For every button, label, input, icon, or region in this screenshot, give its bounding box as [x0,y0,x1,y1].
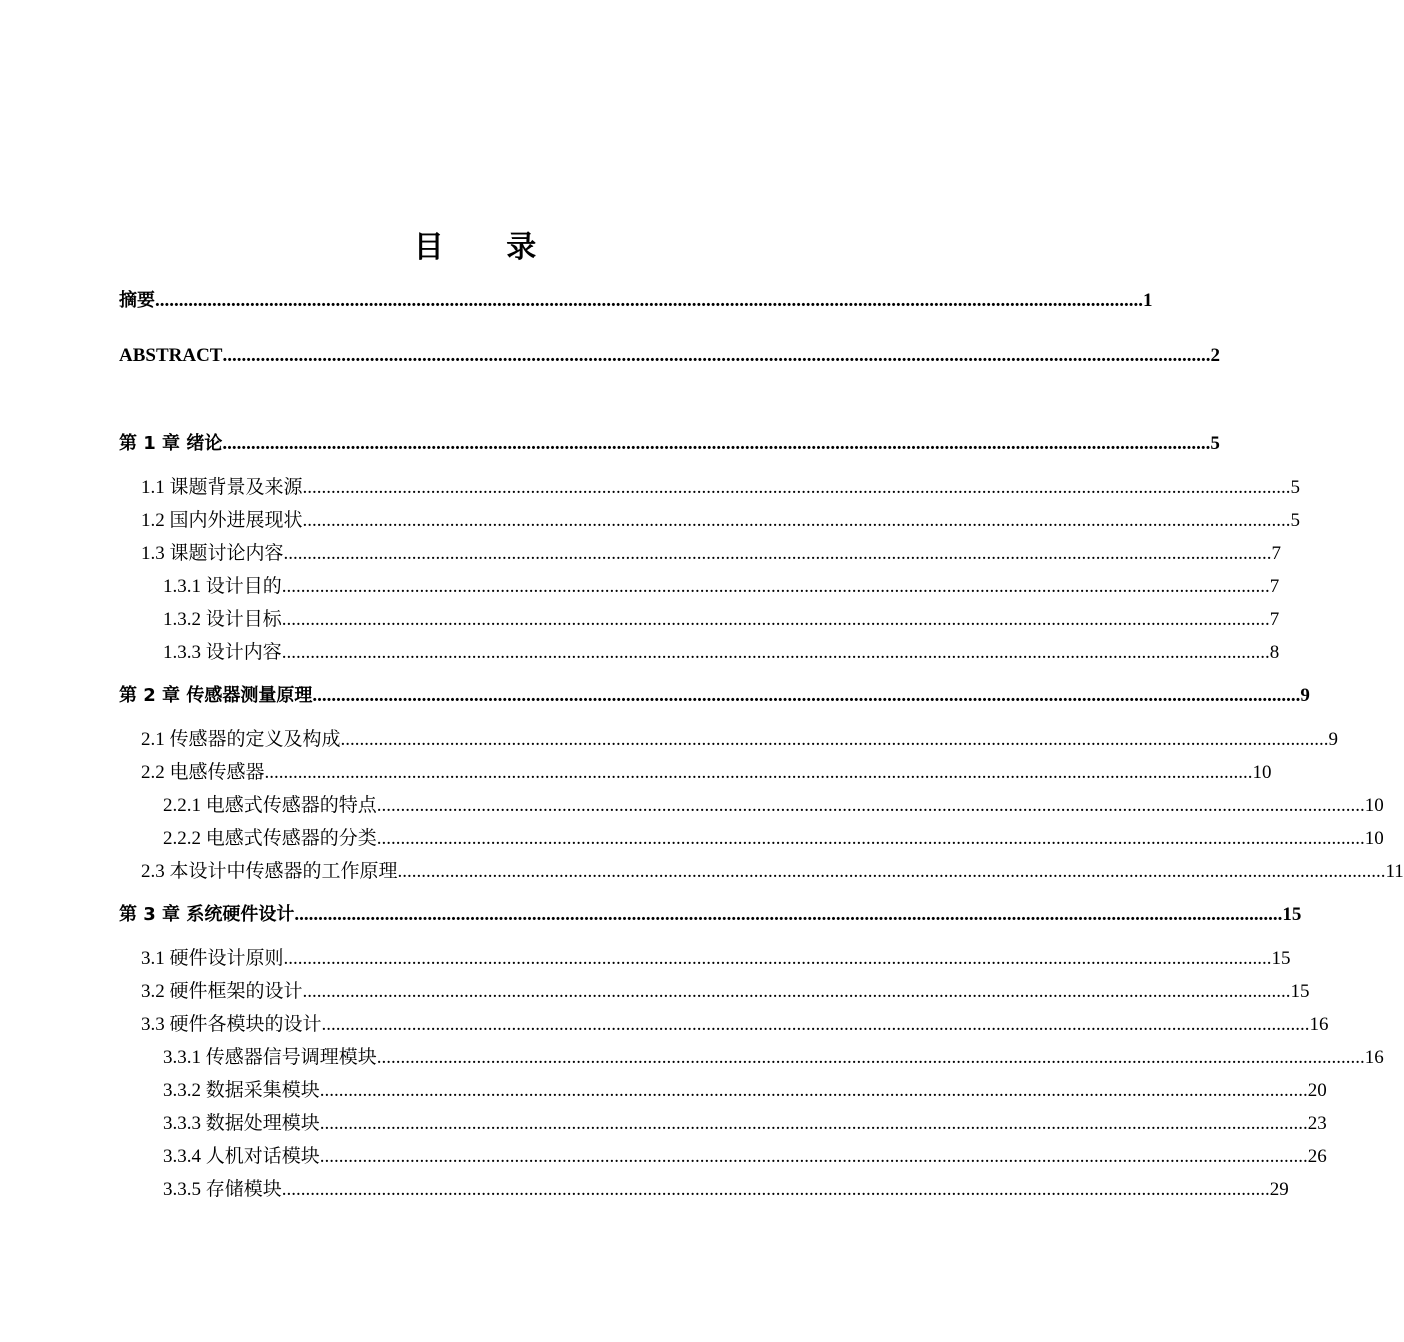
toc-entry-label: 第 1 章 绪论 [119,433,223,454]
toc-entry-page: 15 [1271,948,1291,969]
toc-entry-1-3-1[interactable] [163,574,1280,600]
dot-leader: ................................................................................................................................................................................................................ [321,1014,1310,1035]
toc-entry-1-3[interactable] [141,541,1282,567]
dot-leader: ................................................................................................................................................................................................................ [312,685,1301,706]
toc-entry-1-2[interactable] [141,508,1301,534]
dot-leader: ................................................................................................................................................................................................................ [319,1113,1308,1134]
dot-leader: ................................................................................................................................................................................................................ [155,290,1143,311]
dot-leader: ................................................................................................................................................................................................................ [319,1146,1308,1167]
toc-entry-page: 20 [1307,1080,1327,1101]
dot-leader: ................................................................................................................................................................................................................ [281,1179,1270,1200]
toc-entry-page: 5 [1210,433,1220,454]
dot-leader: ................................................................................................................................................................................................................ [222,433,1211,454]
toc-entry-label: 2.2.2 电感式传感器的分类 [163,828,377,849]
toc-entry-page: 7 [1269,609,1280,630]
toc-entry-label: 3.3.1 传感器信号调理模块 [163,1047,377,1068]
toc-entry-page: 16 [1364,1047,1384,1068]
toc-entry-label: 摘要 [119,290,155,311]
toc-entry-page: 10 [1364,795,1384,816]
toc-entry-3-3-1[interactable] [163,1045,1384,1071]
toc-entry-label: 1.2 国内外进展现状 [141,510,303,531]
dot-leader: ................................................................................................................................................................................................................ [302,510,1291,531]
dot-leader: ................................................................................................................................................................................................................ [283,543,1272,564]
toc-entry-page: 15 [1290,981,1310,1002]
dot-leader: ................................................................................................................................................................................................................ [281,576,1270,597]
toc-entry-3-3-2[interactable] [163,1078,1327,1104]
toc-entry-label: 1.3.2 设计目标 [163,609,282,630]
dot-leader: ................................................................................................................................................................................................................ [294,904,1283,925]
toc-entry-page: 7 [1269,576,1280,597]
dot-leader: ................................................................................................................................................................................................................ [376,795,1365,816]
toc-entry-page: 5 [1290,510,1301,531]
toc-title: 目 录 [413,230,563,265]
toc-entry-page: 5 [1290,477,1301,498]
dot-leader: ................................................................................................................................................................................................................ [376,828,1365,849]
toc-entry-abstract-en[interactable] [119,343,1220,369]
toc-entry-3-3-4[interactable] [163,1144,1327,1170]
toc-entry-page: 29 [1269,1179,1289,1200]
toc-entry-page: 15 [1282,904,1302,925]
toc-entry-label: 3.3.2 数据采集模块 [163,1080,320,1101]
toc-entry-label: 3.3.5 存储模块 [163,1179,282,1200]
toc-entry-3-3[interactable] [141,1012,1329,1038]
toc-entry-page: 10 [1252,762,1272,783]
dot-leader: ................................................................................................................................................................................................................ [302,981,1291,1002]
toc-entry-page: 1 [1143,290,1153,311]
toc-entry-page: 7 [1271,543,1282,564]
toc-entry-chapter-1[interactable] [119,431,1220,457]
dot-leader: ................................................................................................................................................................................................................ [281,609,1270,630]
toc-entry-label: 3.1 硬件设计原则 [141,948,284,969]
toc-entry-page: 10 [1364,828,1384,849]
toc-entry-page: 9 [1328,729,1339,750]
toc-entry-2-2-2[interactable] [163,826,1384,852]
toc-entry-3-1[interactable] [141,946,1291,972]
dot-leader: ................................................................................................................................................................................................................ [302,477,1291,498]
toc-entry-label: 1.1 课题背景及来源 [141,477,303,498]
toc-entry-label: 3.3 硬件各模块的设计 [141,1014,322,1035]
toc-entry-3-3-3[interactable] [163,1111,1327,1137]
toc-entry-page: 16 [1309,1014,1329,1035]
dot-leader: ................................................................................................................................................................................................................ [222,345,1211,366]
toc-entry-2-2[interactable] [141,760,1272,786]
toc-entry-1-3-3[interactable] [163,640,1280,666]
toc-entry-chapter-2[interactable] [119,683,1310,709]
toc-entry-page: 9 [1300,685,1310,706]
toc-entry-label: 2.2.1 电感式传感器的特点 [163,795,377,816]
dot-leader: ................................................................................................................................................................................................................ [397,861,1386,882]
toc-entry-label: 2.2 电感传感器 [141,762,265,783]
toc-entry-3-3-5[interactable] [163,1177,1289,1203]
toc-entry-label: 第 2 章 传感器测量原理 [119,685,313,706]
toc-entry-2-3[interactable] [141,859,1404,885]
toc-entry-2-1[interactable] [141,727,1339,753]
dot-leader: ................................................................................................................................................................................................................ [319,1080,1308,1101]
toc-entry-label: ABSTRACT [119,345,223,366]
toc-entry-label: 2.1 传感器的定义及构成 [141,729,341,750]
toc-entry-abstract-cn[interactable] [119,288,1153,314]
toc-entry-label: 1.3 课题讨论内容 [141,543,284,564]
toc-entry-1-1[interactable] [141,475,1301,501]
toc-entry-page: 23 [1307,1113,1327,1134]
toc-entry-label: 第 3 章 系统硬件设计 [119,904,295,925]
dot-leader: ................................................................................................................................................................................................................ [340,729,1329,750]
toc-entry-label: 3.3.3 数据处理模块 [163,1113,320,1134]
toc-entry-page: 26 [1307,1146,1327,1167]
toc-entry-page: 2 [1210,345,1220,366]
toc-entry-2-2-1[interactable] [163,793,1384,819]
toc-entry-1-3-2[interactable] [163,607,1280,633]
dot-leader: ................................................................................................................................................................................................................ [281,642,1270,663]
toc-entry-label: 2.3 本设计中传感器的工作原理 [141,861,398,882]
dot-leader: ................................................................................................................................................................................................................ [283,948,1272,969]
toc-entry-label: 3.2 硬件框架的设计 [141,981,303,1002]
toc-entry-label: 1.3.3 设计内容 [163,642,282,663]
dot-leader: ................................................................................................................................................................................................................ [264,762,1253,783]
toc-entry-label: 1.3.1 设计目的 [163,576,282,597]
toc-entry-page: 8 [1269,642,1280,663]
toc-entry-page: 11 [1385,861,1404,882]
dot-leader: ................................................................................................................................................................................................................ [376,1047,1365,1068]
toc-entry-label: 3.3.4 人机对话模块 [163,1146,320,1167]
toc-entry-chapter-3[interactable] [119,902,1302,928]
toc-entry-3-2[interactable] [141,979,1310,1005]
